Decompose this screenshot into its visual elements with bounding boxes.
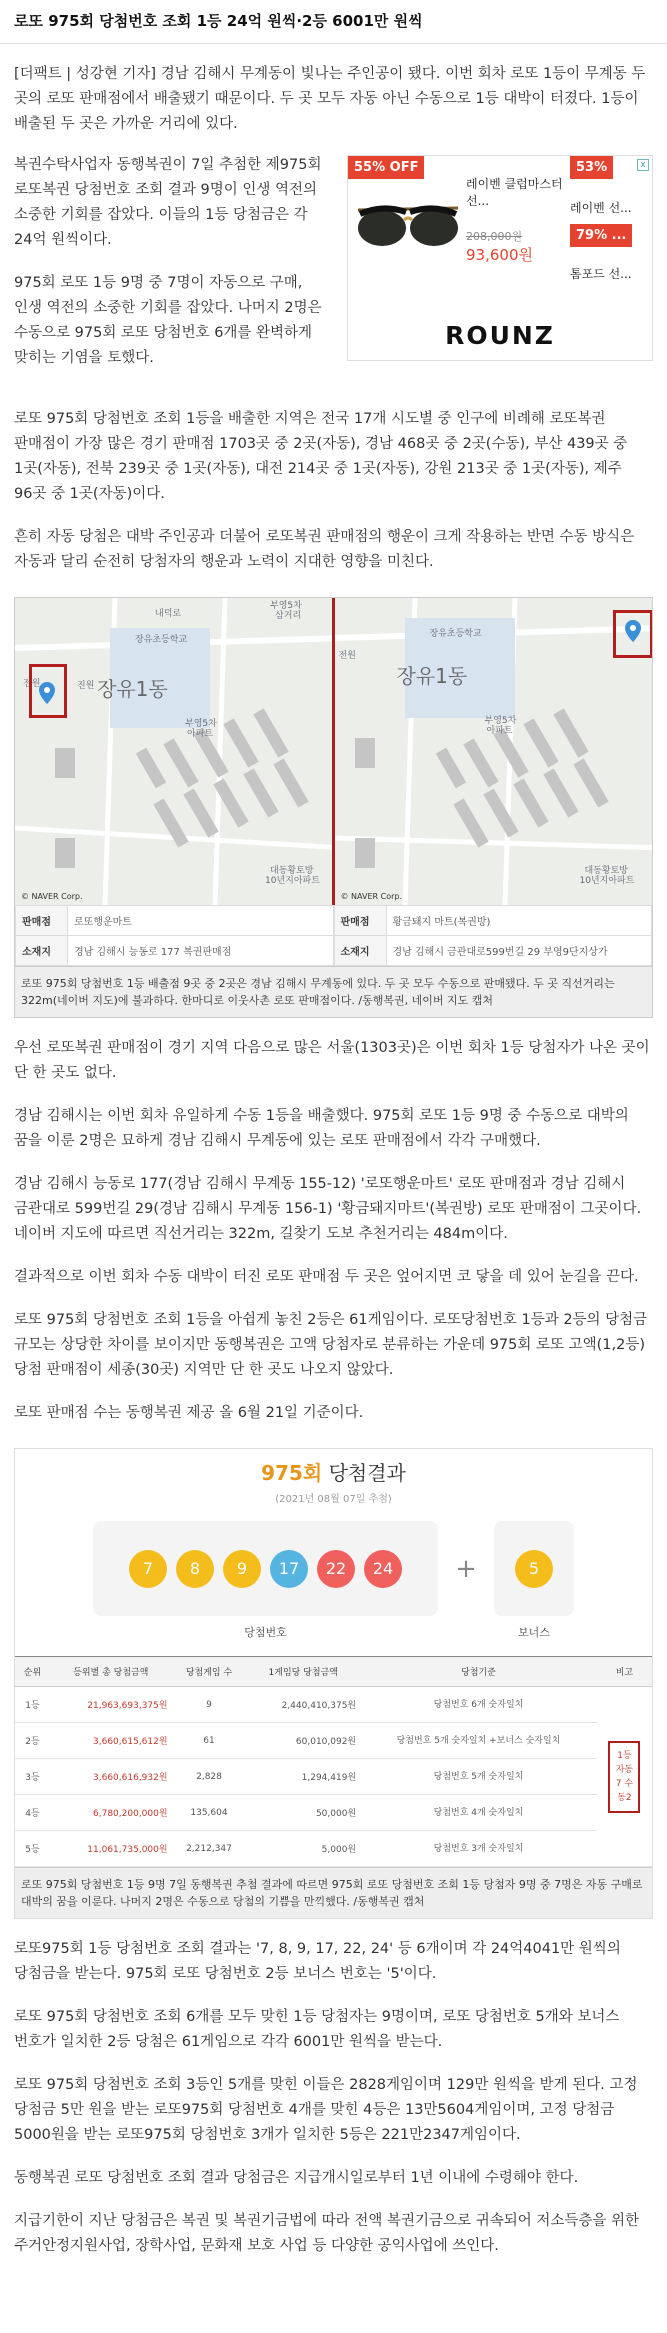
map-label-apartment: 대동황토방	[584, 866, 628, 876]
info-value: 경남 김해시 금관대로599번길 29 부영9단지상가	[386, 936, 652, 966]
prize-row	[15, 1759, 652, 1795]
ad-brand-logo[interactable]: ROUNZ	[445, 321, 555, 350]
prize-column-header: 1게임당 당첨금액	[246, 1657, 360, 1687]
advertisement-banner[interactable]	[347, 155, 653, 361]
info-key: 소재지	[334, 936, 386, 966]
paragraph-2: 975회 로또 1등 9명 중 7명이 자동으로 구매, 인생 역전의 소중한 기회를 잡았다. 나머지 2명은 수동으로 975회 로또 당첨번호 6개를 완벽하게 맞히는 기염을 토했다.	[14, 275, 322, 366]
map-info-row	[15, 905, 652, 966]
lotto-title	[15, 1457, 652, 1486]
lotto-caption: 로또 975회 당첨번호 1등 9명 7일 동행복권 추첨 결과에 따르면 975회 로또 당첨번호 조회 1등 당첨자 9명 중 7명은 자동 구매로 대박의 꿈을 이룬다. 나머지 2명은 수동으로 당첨의 기쁨을 만끽했다. /동행복권 캡처	[15, 1867, 652, 1918]
prize-cell-total: 3,660,615,612원	[50, 1723, 172, 1759]
paragraph-10: 로또 판매점 수는 동행복권 제공 올 6월 21일 기준이다.	[14, 1405, 364, 1421]
prize-cell-total: 6,780,200,000원	[50, 1795, 172, 1831]
winning-balls	[93, 1521, 438, 1616]
map-label-apartment: 10년지아파트	[265, 876, 320, 886]
lotto-header	[15, 1449, 652, 1505]
map-label-place: 삼거리	[275, 611, 302, 621]
paragraph-3: 로또 975회 당첨번호 조회 1등을 배출한 지역은 전국 17개 시도별 중 인구에 비례해 로또복권 판매점이 가장 많은 경기 판매점 1703곳 중 2곳(자동), 경남 468곳 중 2곳(수동), 부산 439곳 중 1곳(자동), 전북 239곳 중 1곳(자동), 대전 214곳 중 1곳(자동), 강원 213곳 중 1곳(자동), 제주 96곳 중 1곳(자동)이다.	[14, 411, 628, 502]
lotto-ball: 7	[129, 1550, 167, 1588]
prize-column-header: 당첨게임 수	[172, 1657, 247, 1687]
prize-cell-per: 50,000원	[246, 1795, 360, 1831]
lotto-round: 975회	[261, 1461, 323, 1485]
info-key: 판매점	[334, 906, 386, 936]
info-key: 소재지	[16, 936, 68, 966]
prize-cell-games: 2,212,347	[172, 1831, 247, 1867]
lotto-ball: 17	[270, 1550, 308, 1588]
paragraph-4: 흔히 자동 당첨은 대박 주인공과 더불어 로또복권 판매점의 행운이 크게 작용하는 반면 수동 방식은 자동과 달리 순전히 당첨자의 행운과 노력이 지대한 영향을 미친다.	[14, 529, 635, 570]
map-pin-icon[interactable]	[39, 682, 55, 704]
map-district-label: 장유1동	[97, 677, 168, 701]
map-right-roads	[335, 598, 653, 905]
prize-cell-per: 1,294,419원	[246, 1759, 360, 1795]
map-label-apartment: 아파트	[187, 729, 214, 739]
left-column	[14, 153, 333, 389]
discount-badge-3: 79% ...	[570, 224, 632, 247]
info-value: 황금돼지 마트(복권방)	[386, 906, 652, 936]
shop-info-left	[15, 905, 334, 966]
ad-original-price: 208,000원	[466, 230, 523, 243]
map-label-apartment: 부영5차	[185, 719, 217, 729]
map-label-apartment: 부영5차	[484, 716, 517, 726]
prize-column-header: 비고	[597, 1657, 652, 1687]
prize-cell-std: 당첨번호 5개 숫자일치 +보너스 숫자일치	[360, 1723, 597, 1759]
prize-cell-total: 11,061,735,000원	[50, 1831, 172, 1867]
sunglasses-image[interactable]	[352, 190, 464, 260]
map-label-pin: 전원	[338, 651, 356, 661]
prize-cell-std: 당첨번호 6개 숫자일치	[360, 1687, 597, 1723]
paragraph-15: 지급기한이 지난 당첨금은 복권 및 복권기금법에 따라 전액 복권기금으로 귀속되어 저소득층을 위한 주거안정지원사업, 장학사업, 문화재 보호 사업 등 다양한 공익사업에 쓰인다.	[14, 2213, 639, 2254]
discount-badge: 55% OFF	[348, 156, 424, 179]
map-label-school: 장유초등학교	[429, 629, 482, 639]
ad-product-title-2[interactable]: 레이벤 선...	[570, 201, 632, 215]
prize-column-header: 등위별 총 당첨금액	[50, 1657, 172, 1687]
lotto-ball: 8	[176, 1550, 214, 1588]
prize-table-body	[15, 1687, 652, 1867]
bonus-ball-group	[494, 1521, 574, 1616]
map-district-label: 장유1동	[396, 664, 468, 688]
paragraph-6: 경남 김해시는 이번 회차 유일하게 수동 1등을 배출했다. 975회 로또 1등 9명 중 수동으로 대박의 꿈을 이룬 2명은 묘하게 경남 김해시 무계동에 있는 로또 판매점에서 각각 구매했다.	[14, 1108, 629, 1149]
map-pin-icon[interactable]	[625, 620, 641, 642]
prize-cell-per: 5,000원	[246, 1831, 360, 1867]
map-copyright: © NAVER Corp.	[21, 892, 83, 901]
map-label-apartment: 아파트	[486, 726, 513, 736]
paragraph-13: 로또 975회 당첨번호 조회 3등인 5개를 맞힌 이들은 2828게임이며 129만 원씩을 받게 된다. 고정 당첨금 5만 원을 받는 로또975회 당첨번호 4개를 맞힌 4등은 13만5604게임이며, 고정 당첨금 5000원을 받는 로또975회 당첨번호 3개가 일치한 5등은 221만2347게임이다.	[14, 2077, 638, 2143]
ad-close-icon[interactable]: x	[637, 159, 649, 171]
info-key: 판매점	[16, 906, 68, 936]
prize-table-header	[15, 1657, 652, 1687]
map-left[interactable]	[15, 598, 334, 905]
prize-cell-games: 135,604	[172, 1795, 247, 1831]
map-label-place: 부영5차	[270, 601, 302, 611]
prize-row	[15, 1831, 652, 1867]
prize-cell-games: 2,828	[172, 1759, 247, 1795]
prize-table	[15, 1656, 652, 1867]
map-right[interactable]	[334, 598, 653, 905]
paragraph-7: 경남 김해시 능동로 177(경남 김해시 무계동 155-12) '로또행운마트' 로또 판매점과 경남 김해시 금관대로 599번길 29(경남 김해시 무계동 156-1) '황금돼지마트'(복권방) 로또 판매점이 그곳이다. 네이버 지도에 따르면 직선거리는 322m, 길찾기 도보 추천거리는 484m이다.	[14, 1176, 642, 1242]
paragraph-9: 로또 975회 당첨번호 조회 1등을 아쉽게 놓친 2등은 61게임이다. 로또당첨번호 1등과 2등의 당첨금 규모는 상당한 차이를 보이지만 동행복권은 고액 당첨자로 분류하는 가운데 975회 로또 고액(1,2등) 당첨 판매점이 세종(30곳) 지역만 단 한 곳도 나오지 않았다.	[14, 1312, 648, 1378]
ad-product-title-3[interactable]: 톰포드 선...	[570, 267, 632, 281]
map-copyright: © NAVER Corp.	[340, 892, 403, 901]
plus-sign: +	[455, 1553, 477, 1584]
map-label-apartment: 10년지아파트	[579, 876, 635, 886]
intro-with-ad	[14, 153, 653, 389]
paragraph-intro: [더팩트 | 성강현 기자] 경남 김해시 무계동이 빛나는 주인공이 됐다. 이번 회차 로또 1등이 무계동 두 곳의 로또 판매점에서 배출됐기 때문이다. 두 곳 모두 자동 아닌 수동으로 1등 대박이 터졌다. 1등이 배출된 두 곳은 가까운 거리에 있다.	[14, 66, 646, 132]
prize-column-header: 순위	[15, 1657, 50, 1687]
prize-cell-per: 2,440,410,375원	[246, 1687, 360, 1723]
map-label-pin: 전원	[23, 679, 41, 689]
paragraph-1: 복권수탁사업자 동행복권이 7일 추첨한 제975회 로또복권 당첨번호 조회 결과 9명이 인생 역전의 소중한 기회를 잡았다. 이들의 1등 당첨금은 각 24억 원씩이다.	[14, 157, 322, 248]
paragraph-14: 동행복권 로또 당첨번호 조회 결과 당첨금은 지급개시일로부터 1년 이내에 수령해야 한다.	[14, 2170, 579, 2186]
prize-cell-std: 당첨번호 5개 숫자일치	[360, 1759, 597, 1795]
lotto-ball: 9	[223, 1550, 261, 1588]
lotto-result-figure	[14, 1448, 653, 1919]
info-value: 경남 김해시 능동로 177 복권판매점	[68, 936, 334, 966]
ball-labels	[15, 1624, 652, 1640]
prize-row	[15, 1687, 652, 1723]
prize-cell-total: 3,660,616,932원	[50, 1759, 172, 1795]
prize-cell-games: 9	[172, 1687, 247, 1723]
label-winning-numbers: 당첨번호	[244, 1626, 287, 1639]
paragraph-11: 로또975회 1등 당첨번호 조회 결과는 '7, 8, 9, 17, 22, 24' 등 6개이며 각 24억4041만 원씩의 당첨금을 받는다. 975회 로또 당첨번호 2등 보너스 번호는 '5'이다.	[14, 1941, 621, 1982]
prize-cell-rank: 2등	[15, 1723, 50, 1759]
prize-cell-games: 61	[172, 1723, 247, 1759]
ad-sale-price: 93,600원	[466, 246, 533, 264]
prize-column-header: 당첨기준	[360, 1657, 597, 1687]
map-row	[15, 598, 652, 905]
prize-cell-rank: 5등	[15, 1831, 50, 1867]
map-label-school: 장유초등학교	[135, 635, 188, 645]
prize-cell-std: 당첨번호 3개 숫자일치	[360, 1831, 597, 1867]
lotto-title-text: 당첨결과	[322, 1461, 406, 1485]
prize-cell-std: 당첨번호 4개 숫자일치	[360, 1795, 597, 1831]
bonus-ball: 5	[515, 1550, 553, 1588]
lotto-ball: 24	[364, 1550, 402, 1588]
article-headline: 로또 975회 당첨번호 조회 1등 24억 원씩·2등 6001만 원씩	[0, 0, 667, 44]
lotto-balls	[15, 1521, 652, 1616]
map-label-pin: 진원	[77, 681, 95, 691]
prize-cell-note	[597, 1687, 652, 1867]
map-caption: 로또 975회 당첨번호 1등 배출점 9곳 중 2곳은 경남 김해시 무계동에 있다. 두 곳 모두 수동으로 판매됐다. 두 곳 직선거리는 322m(네이버 지도)에 불과하다. 한마디로 이웃사촌 로또 판매점이다. /동행복권, 네이버 지도 캡처	[15, 966, 652, 1017]
lotto-date: (2021년 08월 07일 추첨)	[275, 1494, 392, 1505]
prize-cell-per: 60,010,092원	[246, 1723, 360, 1759]
map-label-apartment: 대동황토방	[270, 866, 314, 876]
discount-badge-2: 53%	[570, 156, 613, 179]
ad-product-title[interactable]: 레이벤 클럽마스터 선...	[466, 177, 563, 208]
paragraph-12: 로또 975회 당첨번호 조회 6개를 모두 맞힌 1등 당첨자는 9명이며, 로또 당첨번호 5개와 보너스 번호가 일치한 2등 당첨은 61게임으로 각각 6001만 원씩을 받는다.	[14, 2009, 620, 2050]
info-value: 로또행운마트	[68, 906, 334, 936]
shop-info-right	[334, 905, 653, 966]
paragraph-5: 우선 로또복권 판매점이 경기 지역 다음으로 많은 서울(1303곳)은 이번 회차 1등 당첨자가 나온 곳이 단 한 곳도 없다.	[14, 1040, 650, 1081]
prize-row	[15, 1795, 652, 1831]
prize-cell-rank: 3등	[15, 1759, 50, 1795]
prize-cell-rank: 4등	[15, 1795, 50, 1831]
auto-manual-note: 1등 자동7 수동2	[608, 1741, 640, 1813]
lotto-ball: 22	[317, 1550, 355, 1588]
map-label-road: 내덕로	[155, 609, 182, 619]
prize-cell-rank: 1등	[15, 1687, 50, 1723]
label-bonus: 보너스	[518, 1626, 550, 1639]
prize-cell-total: 21,963,693,375원	[50, 1687, 172, 1723]
prize-row	[15, 1723, 652, 1759]
map-figure	[14, 597, 653, 1018]
paragraph-8: 결과적으로 이번 회차 수동 대박이 터진 로또 판매점 두 곳은 엎어지면 코 닿을 데 있어 눈길을 끈다.	[14, 1269, 639, 1285]
